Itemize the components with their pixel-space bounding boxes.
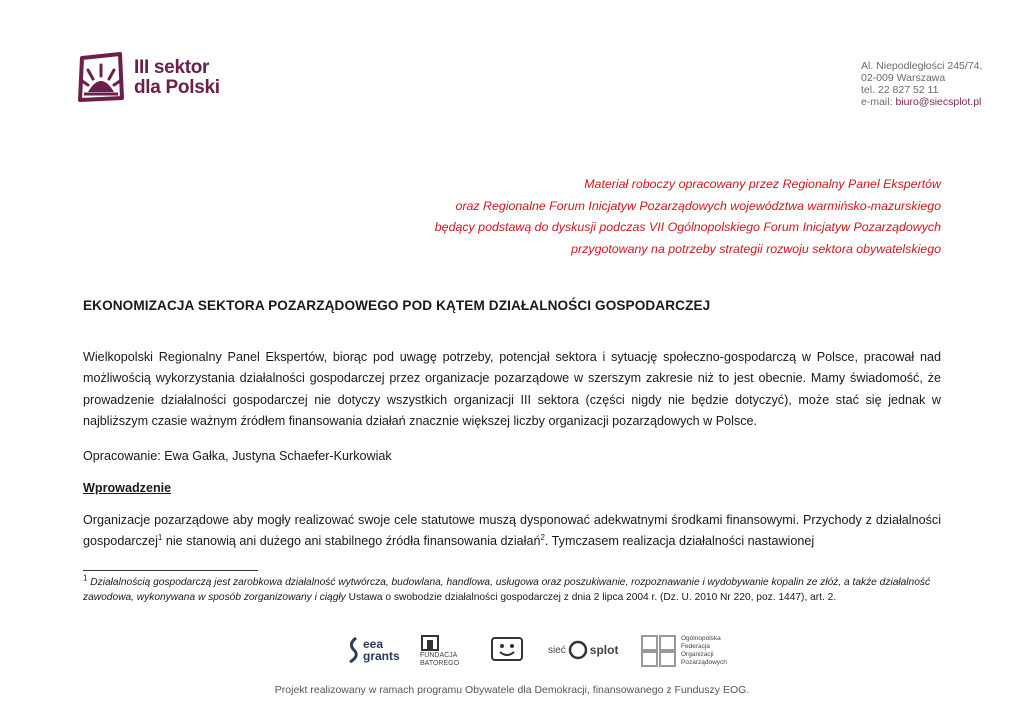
email-label: e-mail:	[861, 96, 896, 108]
address-line2: 02-009 Warszawa	[861, 72, 946, 84]
intro-line3: będący podstawą do dyskusji podczas VII Ogólnopolskiego Forum Inicjatyw Pozarządowych	[434, 220, 941, 234]
email-line	[861, 96, 982, 108]
footnote-number: 1	[83, 573, 88, 583]
footnote-ref-1[interactable]: 1	[157, 533, 163, 543]
logo	[76, 52, 220, 104]
funding-note: Projekt realizowany w ramach programu Obywatele dla Demokracji, finansowanego z Funduszy EOG.	[274, 684, 750, 696]
phone: tel. 22 827 52 11	[861, 84, 939, 96]
paragraph-2-part3: . Tymczasem realizacja działalności nastawionej	[544, 534, 815, 549]
address-line1: Al. Niepodległości 245/74,	[861, 60, 983, 72]
logo-text	[134, 58, 220, 98]
intro-line4: przygotowany na potrzeby strategii rozwoju sektora obywatelskiego	[571, 241, 941, 256]
intro-note	[241, 174, 941, 260]
intro-line2: oraz Regionalne Forum Inicjatyw Pozarządowych województwa warmińsko-mazurskiego	[455, 198, 941, 213]
splot-mark-icon	[568, 640, 588, 660]
logo-line2: dla Polski	[134, 77, 220, 98]
intro-line1: Materiał roboczy opracowany przez Regionalny Panel Ekspertów	[584, 177, 941, 191]
author-line: Opracowanie: Ewa Gałka, Justyna Schaefer-Kurkowiak	[83, 449, 392, 463]
section-heading: Wprowadzenie	[83, 481, 172, 495]
eea-mark-icon	[346, 636, 360, 664]
ofop-label: Ogólnopolska Federacja Organizacji Pozarządowych	[681, 635, 727, 666]
footnote-italic: Działalnością gospodarczą jest zarobkowa działalność wytwórcza, budowlana, handlowa, usługowa oraz poszukiwanie, rozpoznawanie i wydobywanie kopalin ze złóż, a także działalność zawodowa, wykonywana w sposób zorganizowany i ciągły	[83, 577, 931, 603]
batory-label: FUNDACJA BATOREGO	[420, 652, 460, 667]
footnote-normal: Ustawa o swobodzie działalności gospodarczej z dnia 2 lipca 2004 r. (Dz. U. 2010 Nr 220, poz. 1447), art. 2.	[345, 592, 837, 603]
face-logo	[488, 634, 526, 664]
siec-label: sieć	[548, 644, 566, 656]
splot-label: splot	[589, 643, 619, 657]
ofop-logo	[640, 634, 727, 668]
document-title: EKONOMIZACJA SEKTORA POZARZĄDOWEGO POD KĄTEM DZIAŁALNOŚCI GOSPODARCZEJ	[83, 298, 711, 313]
logo-line1: III sektor	[134, 57, 210, 78]
paragraph-1: Wielkopolski Regionalny Panel Ekspertów, biorąc pod uwagę potrzeby, potencjał sektora i sytuację społeczno-gospodarczą w Polsce, pracował nad możliwością wykorzystania działalności gospodarczej przez organizacje pozarządowe w szerszym zakresie niż to jest obecnie. Mamy świadomość, że prowadzenie działalności gospodarczej nie dotyczy wszystkich organizacji III sektora (części nigdy nie będzie dotyczyć), może stać się jednak w najbliższym czasie ważnym źródłem finansowania działań znacznie większej liczby organizacji pozarządowych w Polsce.	[83, 350, 941, 428]
siec-splot-logo	[548, 640, 618, 660]
contact-block	[861, 60, 982, 108]
eea-grants-logo	[346, 636, 399, 664]
sun-logo-icon	[76, 52, 126, 104]
partner-logos	[0, 632, 1024, 672]
email-link[interactable]: biuro@siecsplot.pl	[895, 96, 982, 108]
paragraph-2	[83, 510, 941, 553]
footnote-1	[83, 575, 941, 605]
footnote-divider	[83, 570, 258, 571]
footnote-ref-2[interactable]: 2	[540, 533, 545, 543]
smiley-badge-icon	[488, 634, 526, 664]
eea-label: eea grants	[363, 637, 400, 663]
paragraph-2-part2: nie stanowią ani dużego ani stabilnego źródła finansowania działań	[162, 534, 541, 549]
ofop-mark-icon	[640, 634, 678, 668]
batory-mark-icon	[420, 634, 440, 652]
paragraph-2-part1: Organizacje pozarządowe aby mogły realizować swoje cele statutowe muszą dysponować adekwatnymi środkami finansowymi. Przychody z działalności gospodarczej	[83, 513, 941, 549]
batory-logo	[420, 634, 460, 668]
